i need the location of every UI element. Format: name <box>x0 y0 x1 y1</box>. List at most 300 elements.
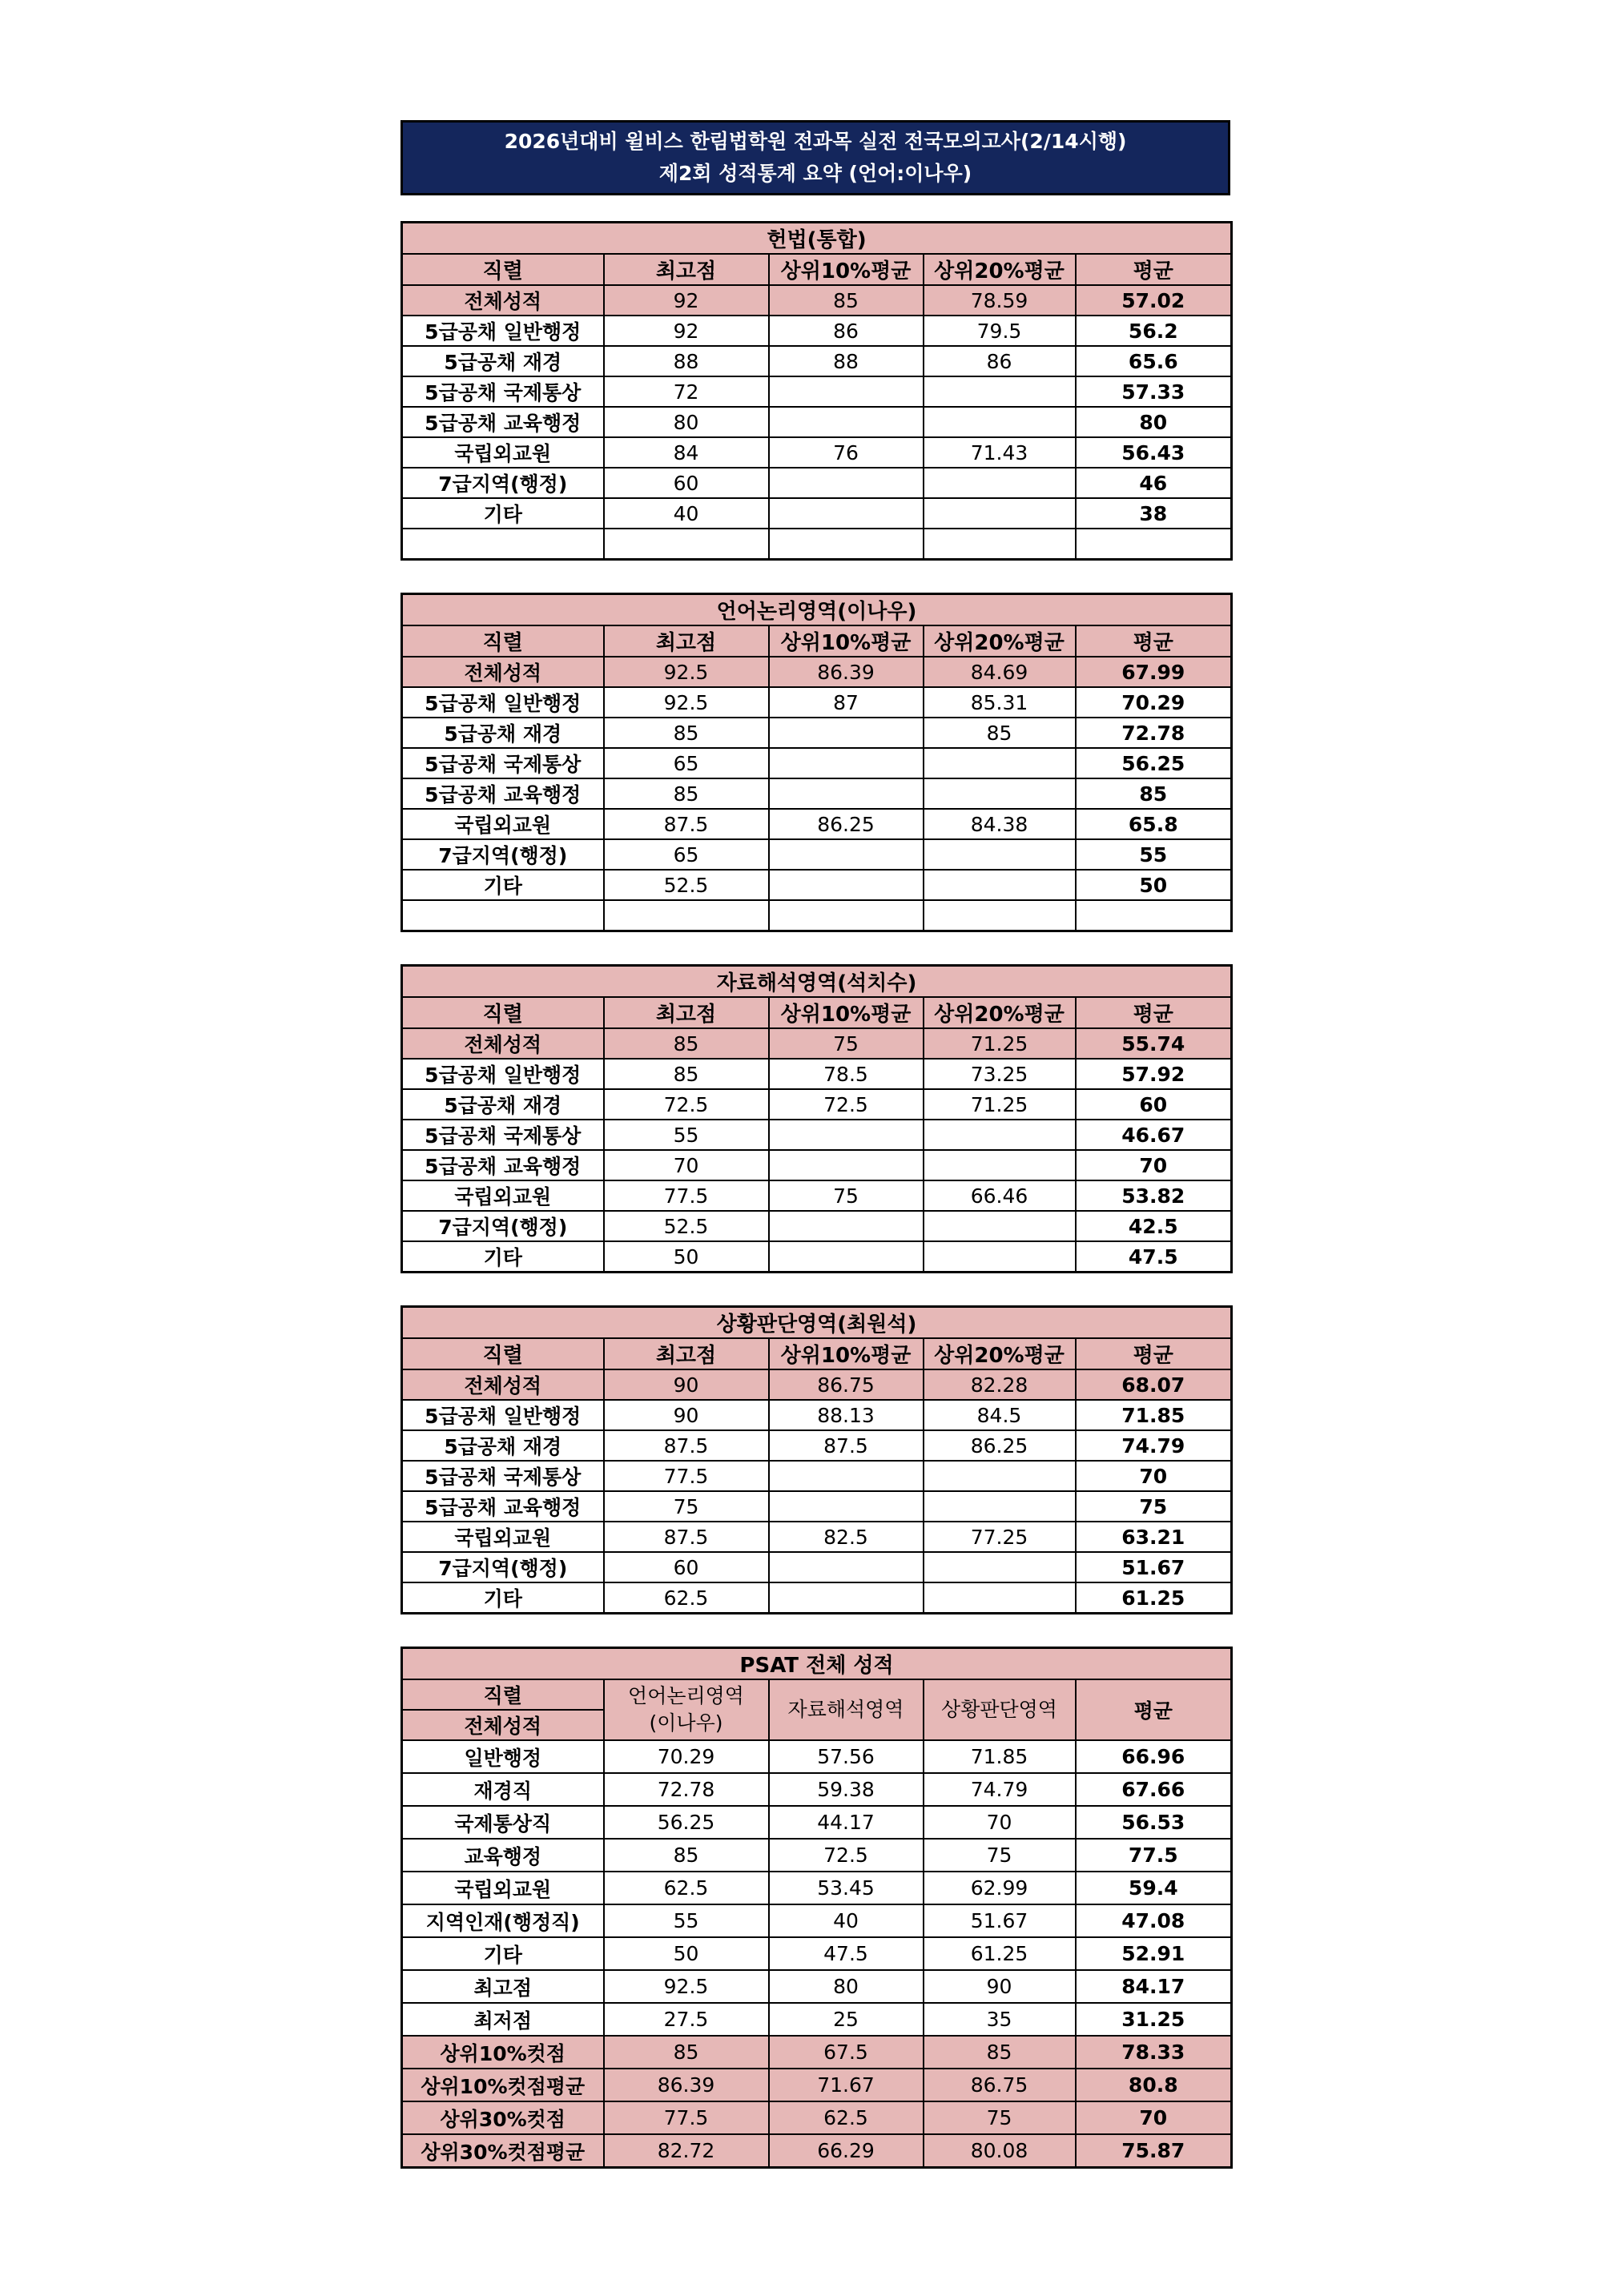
value-cell: 71.25 <box>924 1089 1076 1120</box>
row-label: 전체성적 <box>402 285 604 316</box>
value-cell: 56.25 <box>604 1806 769 1839</box>
value-cell: 92.5 <box>604 657 769 687</box>
column-header: 상위10%평균 <box>769 254 924 285</box>
value-cell: 70 <box>924 1806 1076 1839</box>
value-cell: 86 <box>769 316 924 346</box>
column-header: 상위10%평균 <box>769 1338 924 1369</box>
value-cell: 85.31 <box>924 687 1076 718</box>
value-cell <box>769 498 924 529</box>
value-cell: 35 <box>924 2003 1076 2036</box>
column-header: 상위10%평균 <box>769 625 924 657</box>
value-cell: 85 <box>604 2036 769 2069</box>
value-cell: 75 <box>769 1028 924 1059</box>
value-cell: 77.5 <box>1076 1839 1232 1872</box>
value-cell: 86.25 <box>924 1430 1076 1461</box>
value-cell: 88 <box>604 346 769 376</box>
table-row <box>402 778 1232 809</box>
value-cell: 88 <box>769 346 924 376</box>
value-cell: 77.5 <box>604 1461 769 1491</box>
row-label: 기타 <box>402 1241 604 1273</box>
row-label: 기타 <box>402 870 604 900</box>
value-cell: 74.79 <box>1076 1430 1232 1461</box>
value-cell: 92.5 <box>604 687 769 718</box>
column-header: 평균 <box>1076 625 1232 657</box>
value-cell: 86.39 <box>769 657 924 687</box>
value-cell: 50 <box>604 1937 769 1970</box>
table-row <box>402 498 1232 529</box>
column-header: 상위10%평균 <box>769 997 924 1028</box>
value-cell: 90 <box>604 1400 769 1430</box>
row-label: 지역인재(행정직) <box>402 1904 604 1937</box>
value-cell <box>769 376 924 407</box>
value-cell: 67.99 <box>1076 657 1232 687</box>
title-line-1: 2026년대비 윌비스 한림법학원 전과목 실전 전국모의고사(2/14시행) <box>504 130 1127 153</box>
row-label: 5급공채 재경 <box>402 1089 604 1120</box>
value-cell <box>924 468 1076 498</box>
row-label: 최저점 <box>402 2003 604 2036</box>
column-header: 직렬 <box>402 997 604 1028</box>
table-row <box>402 1740 1232 1773</box>
value-cell: 56.53 <box>1076 1806 1232 1839</box>
row-label: 5급공채 교육행정 <box>402 1150 604 1180</box>
row-label: 국립외교원 <box>402 1872 604 1904</box>
value-cell: 77.25 <box>924 1522 1076 1552</box>
spacer-cell <box>604 529 769 560</box>
value-cell <box>769 839 924 870</box>
value-cell: 71.85 <box>1076 1400 1232 1430</box>
value-cell: 86.25 <box>769 809 924 839</box>
row-label: 5급공채 교육행정 <box>402 778 604 809</box>
value-cell: 52.5 <box>604 1211 769 1241</box>
column-header: 평균 <box>1076 1679 1232 1740</box>
value-cell: 55 <box>604 1120 769 1150</box>
table-row <box>402 1059 1232 1089</box>
value-cell <box>769 1150 924 1180</box>
value-cell: 72 <box>604 376 769 407</box>
table-row <box>402 1872 1232 1904</box>
value-cell: 66.29 <box>769 2134 924 2168</box>
spacer-cell <box>1076 529 1232 560</box>
table-row <box>402 1839 1232 1872</box>
table-row <box>402 468 1232 498</box>
table-row <box>402 346 1232 376</box>
row-label: 재경직 <box>402 1773 604 1806</box>
value-cell: 55 <box>1076 839 1232 870</box>
table-row <box>402 1028 1232 1059</box>
value-cell: 57.02 <box>1076 285 1232 316</box>
value-cell: 62.99 <box>924 1872 1076 1904</box>
value-cell <box>924 407 1076 437</box>
value-cell: 53.82 <box>1076 1180 1232 1211</box>
value-cell <box>769 407 924 437</box>
value-cell <box>924 1120 1076 1150</box>
row-label: 교육행정 <box>402 1839 604 1872</box>
value-cell: 85 <box>769 285 924 316</box>
table-row <box>402 1552 1232 1582</box>
value-cell: 78.59 <box>924 285 1076 316</box>
value-cell: 52.91 <box>1076 1937 1232 1970</box>
row-label: 국립외교원 <box>402 437 604 468</box>
row-label: 5급공채 국제통상 <box>402 1120 604 1150</box>
table-row <box>402 748 1232 778</box>
spacer-cell <box>769 529 924 560</box>
value-cell: 75 <box>924 1839 1076 1872</box>
column-header: 최고점 <box>604 254 769 285</box>
value-cell: 90 <box>604 1369 769 1400</box>
row-label: 5급공채 재경 <box>402 1430 604 1461</box>
value-cell: 84.17 <box>1076 1970 1232 2003</box>
table-row <box>402 718 1232 748</box>
row-label: 상위30%컷점 <box>402 2101 604 2134</box>
column-header: 전체성적 <box>402 1710 604 1740</box>
value-cell <box>769 718 924 748</box>
value-cell: 85 <box>924 2036 1076 2069</box>
value-cell: 82.28 <box>924 1369 1076 1400</box>
value-cell: 62.5 <box>604 1582 769 1614</box>
table-row <box>402 2101 1232 2134</box>
value-cell: 85 <box>1076 778 1232 809</box>
column-header: 상황판단영역 <box>924 1679 1076 1740</box>
stat-table-3 <box>400 964 1233 1273</box>
table-row <box>402 1241 1232 1273</box>
value-cell: 65.6 <box>1076 346 1232 376</box>
row-label: 최고점 <box>402 1970 604 2003</box>
row-label: 전체성적 <box>402 657 604 687</box>
spacer-cell <box>769 900 924 931</box>
spacer-cell <box>924 529 1076 560</box>
value-cell: 71.25 <box>924 1028 1076 1059</box>
table-row <box>402 2069 1232 2101</box>
value-cell: 70.29 <box>604 1740 769 1773</box>
value-cell <box>924 1211 1076 1241</box>
value-cell: 47.08 <box>1076 1904 1232 1937</box>
value-cell: 62.5 <box>769 2101 924 2134</box>
value-cell: 84 <box>604 437 769 468</box>
value-cell: 60 <box>604 468 769 498</box>
value-cell: 27.5 <box>604 2003 769 2036</box>
table-row <box>402 1491 1232 1522</box>
row-label: 7급지역(행정) <box>402 1211 604 1241</box>
value-cell: 72.78 <box>1076 718 1232 748</box>
value-cell: 57.92 <box>1076 1059 1232 1089</box>
value-cell: 86.75 <box>924 2069 1076 2101</box>
value-cell: 70 <box>1076 1461 1232 1491</box>
value-cell: 61.25 <box>924 1937 1076 1970</box>
title-box <box>400 120 1230 195</box>
value-cell: 70 <box>1076 2101 1232 2134</box>
value-cell: 71.85 <box>924 1740 1076 1773</box>
value-cell <box>924 778 1076 809</box>
stat-table-4 <box>400 1305 1233 1614</box>
row-label: 5급공채 국제통상 <box>402 1461 604 1491</box>
row-label: 기타 <box>402 1582 604 1614</box>
row-label: 상위10%컷점 <box>402 2036 604 2069</box>
value-cell: 55 <box>604 1904 769 1937</box>
value-cell: 72.5 <box>769 1839 924 1872</box>
value-cell: 72.5 <box>604 1089 769 1120</box>
value-cell: 80 <box>1076 407 1232 437</box>
row-label: 국립외교원 <box>402 809 604 839</box>
value-cell: 85 <box>604 1028 769 1059</box>
value-cell <box>769 778 924 809</box>
section-title: PSAT 전체 성적 <box>402 1648 1232 1680</box>
row-label: 기타 <box>402 498 604 529</box>
column-header: 상위20%평균 <box>924 997 1076 1028</box>
row-label: 5급공채 재경 <box>402 346 604 376</box>
value-cell: 47.5 <box>769 1937 924 1970</box>
value-cell <box>924 839 1076 870</box>
value-cell: 59.4 <box>1076 1872 1232 1904</box>
value-cell <box>924 1582 1076 1614</box>
value-cell: 75 <box>1076 1491 1232 1522</box>
table-row <box>402 1211 1232 1241</box>
value-cell: 51.67 <box>924 1904 1076 1937</box>
table-row <box>402 316 1232 346</box>
value-cell <box>769 748 924 778</box>
value-cell: 60 <box>1076 1089 1232 1120</box>
value-cell <box>924 748 1076 778</box>
row-label: 7급지역(행정) <box>402 468 604 498</box>
column-header: 평균 <box>1076 254 1232 285</box>
value-cell: 31.25 <box>1076 2003 1232 2036</box>
value-cell: 65.8 <box>1076 809 1232 839</box>
value-cell: 86 <box>924 346 1076 376</box>
value-cell: 80 <box>604 407 769 437</box>
row-label: 상위10%컷점평균 <box>402 2069 604 2101</box>
stat-tables <box>400 221 1230 2169</box>
spacer-cell <box>924 900 1076 931</box>
column-header: 직렬 <box>402 1679 604 1710</box>
value-cell: 87.5 <box>604 1430 769 1461</box>
value-cell: 40 <box>769 1904 924 1937</box>
table-row <box>402 1773 1232 1806</box>
value-cell <box>769 1582 924 1614</box>
value-cell: 46 <box>1076 468 1232 498</box>
row-label: 국제통상직 <box>402 1806 604 1839</box>
row-label: 5급공채 국제통상 <box>402 376 604 407</box>
value-cell: 84.5 <box>924 1400 1076 1430</box>
value-cell: 71.43 <box>924 437 1076 468</box>
value-cell: 79.5 <box>924 316 1076 346</box>
score-summary-page <box>400 120 1230 2169</box>
value-cell: 75 <box>604 1491 769 1522</box>
value-cell: 71.67 <box>769 2069 924 2101</box>
table-row <box>402 1430 1232 1461</box>
value-cell: 47.5 <box>1076 1241 1232 1273</box>
table-row <box>402 2036 1232 2069</box>
value-cell: 92.5 <box>604 1970 769 2003</box>
value-cell <box>924 1491 1076 1522</box>
value-cell: 84.38 <box>924 809 1076 839</box>
value-cell: 85 <box>604 1059 769 1089</box>
table-row <box>402 2003 1232 2036</box>
value-cell: 92 <box>604 316 769 346</box>
column-header: 언어논리영역 (이나우) <box>604 1679 769 1740</box>
value-cell: 70 <box>1076 1150 1232 1180</box>
value-cell: 76 <box>769 437 924 468</box>
value-cell: 74.79 <box>924 1773 1076 1806</box>
value-cell <box>769 1552 924 1582</box>
table-row <box>402 1369 1232 1400</box>
column-header: 상위20%평균 <box>924 1338 1076 1369</box>
value-cell: 84.69 <box>924 657 1076 687</box>
value-cell: 55.74 <box>1076 1028 1232 1059</box>
value-cell: 57.33 <box>1076 376 1232 407</box>
value-cell: 50 <box>604 1241 769 1273</box>
row-label: 국립외교원 <box>402 1522 604 1552</box>
value-cell: 65 <box>604 748 769 778</box>
value-cell: 70.29 <box>1076 687 1232 718</box>
table-row <box>402 1582 1232 1614</box>
value-cell: 40 <box>604 498 769 529</box>
section-title: 자료해석영역(석치수) <box>402 966 1232 998</box>
value-cell: 65 <box>604 839 769 870</box>
value-cell: 62.5 <box>604 1872 769 1904</box>
value-cell: 56.25 <box>1076 748 1232 778</box>
value-cell: 86.39 <box>604 2069 769 2101</box>
value-cell: 87.5 <box>604 1522 769 1552</box>
value-cell: 80.8 <box>1076 2069 1232 2101</box>
value-cell: 67.66 <box>1076 1773 1232 1806</box>
spacer-cell <box>402 529 604 560</box>
row-label: 5급공채 교육행정 <box>402 1491 604 1522</box>
value-cell: 75 <box>769 1180 924 1211</box>
table-row <box>402 1970 1232 2003</box>
column-header: 최고점 <box>604 625 769 657</box>
table-row <box>402 809 1232 839</box>
value-cell: 80 <box>769 1970 924 2003</box>
table-row <box>402 1937 1232 1970</box>
value-cell: 82.72 <box>604 2134 769 2168</box>
value-cell <box>924 1552 1076 1582</box>
value-cell: 78.33 <box>1076 2036 1232 2069</box>
value-cell: 52.5 <box>604 870 769 900</box>
value-cell <box>924 498 1076 529</box>
row-label: 기타 <box>402 1937 604 1970</box>
value-cell: 61.25 <box>1076 1582 1232 1614</box>
value-cell: 88.13 <box>769 1400 924 1430</box>
value-cell <box>769 1120 924 1150</box>
value-cell: 25 <box>769 2003 924 2036</box>
value-cell: 66.96 <box>1076 1740 1232 1773</box>
value-cell: 42.5 <box>1076 1211 1232 1241</box>
value-cell: 67.5 <box>769 2036 924 2069</box>
value-cell: 87.5 <box>604 809 769 839</box>
column-header: 상위20%평균 <box>924 625 1076 657</box>
value-cell: 44.17 <box>769 1806 924 1839</box>
value-cell: 50 <box>1076 870 1232 900</box>
value-cell: 60 <box>604 1552 769 1582</box>
value-cell <box>769 1241 924 1273</box>
table-row <box>402 1806 1232 1839</box>
table-row <box>402 1120 1232 1150</box>
table-row <box>402 285 1232 316</box>
column-header: 상위20%평균 <box>924 254 1076 285</box>
value-cell: 70 <box>604 1150 769 1180</box>
table-row <box>402 1150 1232 1180</box>
row-label: 7급지역(행정) <box>402 839 604 870</box>
row-label: 국립외교원 <box>402 1180 604 1211</box>
table-row <box>402 1400 1232 1430</box>
value-cell: 92 <box>604 285 769 316</box>
value-cell <box>924 1150 1076 1180</box>
value-cell: 90 <box>924 1970 1076 2003</box>
column-header: 최고점 <box>604 1338 769 1369</box>
value-cell <box>924 376 1076 407</box>
psat-table <box>400 1647 1233 2169</box>
table-row <box>402 839 1232 870</box>
spacer-cell <box>604 900 769 931</box>
value-cell <box>924 870 1076 900</box>
value-cell: 85 <box>604 718 769 748</box>
value-cell: 87 <box>769 687 924 718</box>
value-cell: 68.07 <box>1076 1369 1232 1400</box>
value-cell <box>924 1461 1076 1491</box>
row-label: 5급공채 일반행정 <box>402 687 604 718</box>
value-cell: 85 <box>604 778 769 809</box>
column-header: 평균 <box>1076 997 1232 1028</box>
table-row <box>402 407 1232 437</box>
table-row <box>402 1461 1232 1491</box>
column-header: 최고점 <box>604 997 769 1028</box>
value-cell: 77.5 <box>604 2101 769 2134</box>
column-header: 직렬 <box>402 1338 604 1369</box>
row-label: 일반행정 <box>402 1740 604 1773</box>
section-title: 상황판단영역(최원석) <box>402 1307 1232 1339</box>
value-cell: 53.45 <box>769 1872 924 1904</box>
value-cell: 75 <box>924 2101 1076 2134</box>
value-cell: 59.38 <box>769 1773 924 1806</box>
value-cell: 82.5 <box>769 1522 924 1552</box>
value-cell: 56.43 <box>1076 437 1232 468</box>
value-cell: 38 <box>1076 498 1232 529</box>
row-label: 전체성적 <box>402 1369 604 1400</box>
table-row <box>402 376 1232 407</box>
row-label: 5급공채 교육행정 <box>402 407 604 437</box>
table-row <box>402 2134 1232 2168</box>
value-cell: 78.5 <box>769 1059 924 1089</box>
value-cell: 75.87 <box>1076 2134 1232 2168</box>
value-cell <box>769 870 924 900</box>
row-label: 7급지역(행정) <box>402 1552 604 1582</box>
table-row <box>402 437 1232 468</box>
row-label: 상위30%컷점평균 <box>402 2134 604 2168</box>
table-row <box>402 1904 1232 1937</box>
section-title: 언어논리영역(이나우) <box>402 594 1232 626</box>
value-cell: 72.78 <box>604 1773 769 1806</box>
value-cell <box>769 1491 924 1522</box>
row-label: 5급공채 일반행정 <box>402 1059 604 1089</box>
value-cell: 63.21 <box>1076 1522 1232 1552</box>
table-row <box>402 1522 1232 1552</box>
value-cell <box>769 1211 924 1241</box>
value-cell: 73.25 <box>924 1059 1076 1089</box>
title-line-2: 제2회 성적통계 요약 (언어:이나우) <box>658 162 972 185</box>
column-header: 자료해석영역 <box>769 1679 924 1740</box>
table-row <box>402 657 1232 687</box>
value-cell: 46.67 <box>1076 1120 1232 1150</box>
value-cell: 80.08 <box>924 2134 1076 2168</box>
table-row <box>402 1089 1232 1120</box>
value-cell <box>769 468 924 498</box>
value-cell <box>924 1241 1076 1273</box>
row-label: 전체성적 <box>402 1028 604 1059</box>
value-cell <box>769 1461 924 1491</box>
value-cell: 57.56 <box>769 1740 924 1773</box>
column-header: 직렬 <box>402 254 604 285</box>
value-cell: 66.46 <box>924 1180 1076 1211</box>
spacer-cell <box>1076 900 1232 931</box>
